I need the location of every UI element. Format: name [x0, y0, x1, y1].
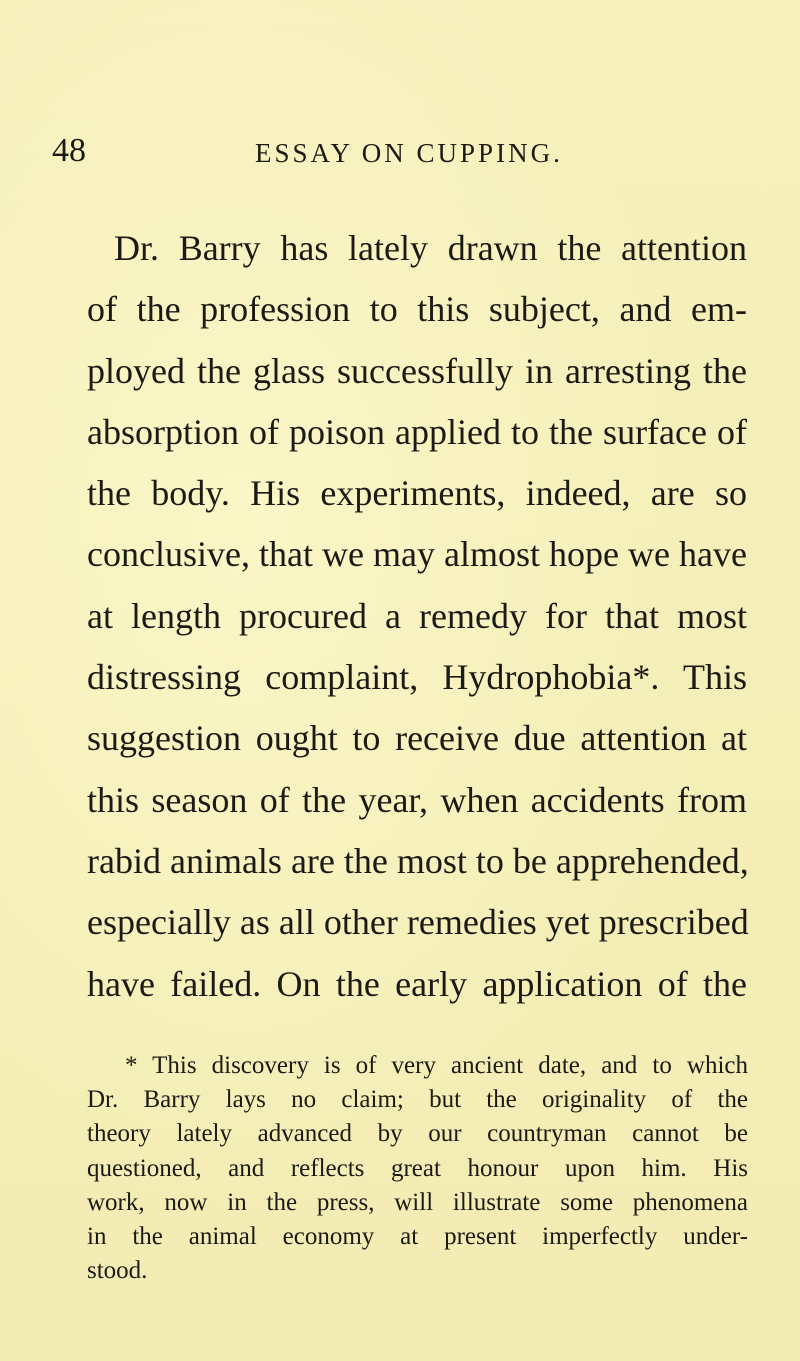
- footnote-line: work, now in the press, will illustrate some phenomena: [87, 1188, 748, 1216]
- body-line: the body. His experiments, indeed, are so: [87, 473, 747, 514]
- footnote-line: questioned, and reflects great honour upon him. His: [87, 1154, 748, 1182]
- page-header: [52, 133, 752, 169]
- footnote-line: Dr. Barry lays no claim; but the originality of the: [87, 1086, 748, 1114]
- footnote-line: in the animal economy at present imperfectly under-: [87, 1223, 748, 1251]
- body-paragraph: [87, 218, 747, 1015]
- footnote-line: stood.: [87, 1257, 148, 1285]
- footnote-line: * This discovery is of very ancient date, and to which: [125, 1052, 748, 1079]
- body-line: this season of the year, when accidents from: [87, 779, 747, 820]
- body-line: of the profession to this subject, and em-: [87, 289, 747, 330]
- body-line: suggestion ought to receive due attention at: [87, 718, 747, 759]
- body-line: absorption of poison applied to the surface of: [87, 411, 747, 452]
- body-line: ployed the glass successfully in arresting the: [87, 350, 747, 391]
- body-line: at length procured a remedy for that most: [87, 595, 747, 636]
- running-head: ESSAY ON CUPPING.: [255, 138, 563, 168]
- page-number: 48: [52, 132, 86, 169]
- body-line: conclusive, that we may almost hope we have: [87, 534, 747, 575]
- body-line: distressing complaint, Hydrophobia*. This: [87, 657, 747, 698]
- footnote-line: theory lately advanced by our countryman cannot be: [87, 1120, 748, 1148]
- body-line: have failed. On the early application of the: [87, 963, 747, 1004]
- body-line: Dr. Barry has lately drawn the attention: [114, 228, 747, 268]
- body-line: rabid animals are the most to be apprehended,: [87, 840, 749, 881]
- body-line: especially as all other remedies yet prescribed: [87, 902, 749, 943]
- footnote: [87, 1049, 748, 1288]
